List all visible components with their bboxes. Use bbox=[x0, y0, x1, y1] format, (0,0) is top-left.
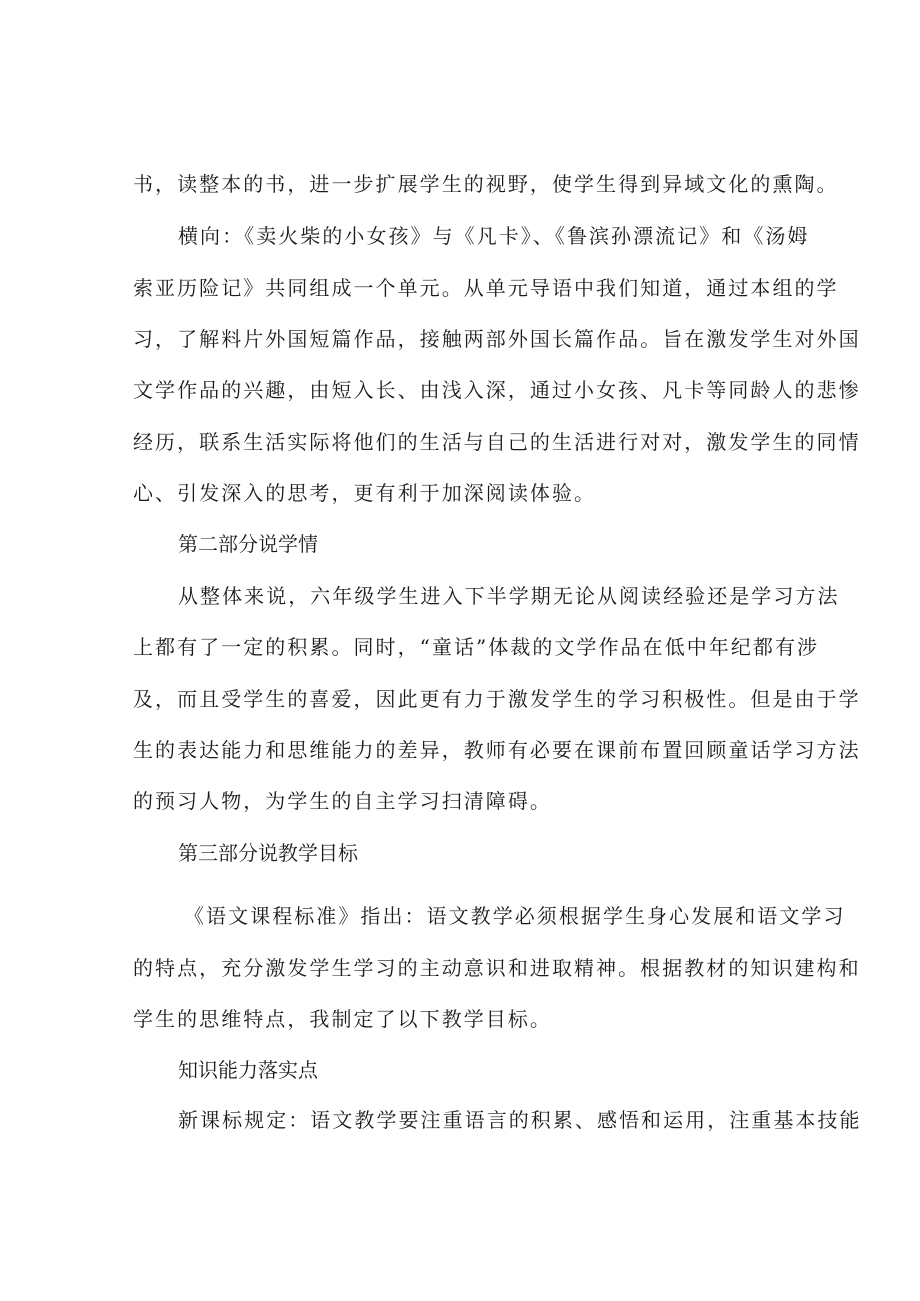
paragraph-line: 上都有了一定的积累。同时，“童话”体裁的文学作品在低中年纪都有涉 bbox=[133, 635, 820, 659]
paragraph-line: 心、引发深入的思考，更有利于加深阅读体验。 bbox=[133, 481, 597, 505]
paragraph-line: 的特点，充分激发学生学习的主动意识和进取精神。根据教材的知识建构和 bbox=[133, 956, 861, 980]
paragraph-line: 文学作品的兴趣，由短入长、由浅入深，通过小女孩、凡卡等同龄人的悲惨 bbox=[133, 378, 861, 402]
section-heading: 第三部分说教学目标 bbox=[178, 841, 358, 865]
paragraph-line: 从整体来说，六年级学生进入下半学期无论从阅读经验还是学习方法 bbox=[178, 584, 840, 608]
section-heading: 第二部分说学情 bbox=[178, 532, 318, 556]
paragraph-line: 及，而且受学生的喜爱，因此更有力于激发学生的学习积极性。但是由于学 bbox=[133, 687, 861, 711]
paragraph-line: 《语文课程标准》指出：语文教学必须根据学生身心发展和语文学习 bbox=[184, 904, 846, 928]
paragraph-line: 的预习人物，为学生的自主学习扫清障碍。 bbox=[133, 789, 552, 813]
paragraph-line: 新课标规定：语文教学要注重语言的积累、感悟和运用，注重基本技能 bbox=[178, 1108, 862, 1132]
paragraph-line: 索亚历险记》共同组成一个单元。从单元导语中我们知道，通过本组的学 bbox=[133, 276, 839, 300]
paragraph-line: 习，了解料片外国短篇作品，接触两部外国长篇作品。旨在激发学生对外国 bbox=[133, 327, 861, 351]
paragraph-line: 生的表达能力和思维能力的差异，教师有必要在课前布置回顾童话学习方法 bbox=[133, 738, 861, 762]
paragraph-line: 经历，联系生活实际将他们的生活与自己的生活进行对对，激发学生的同情 bbox=[133, 430, 861, 454]
paragraph-line: 横向：《卖火柴的小女孩》与《凡卡》、《鲁滨孙漂流记》和《汤姆 bbox=[178, 224, 810, 248]
section-heading: 知识能力落实点 bbox=[178, 1058, 318, 1082]
paragraph-line: 学生的思维特点，我制定了以下教学目标。 bbox=[133, 1007, 552, 1031]
paragraph-line: 书，读整本的书，进一步扩展学生的视野，使学生得到异域文化的熏陶。 bbox=[133, 172, 839, 196]
